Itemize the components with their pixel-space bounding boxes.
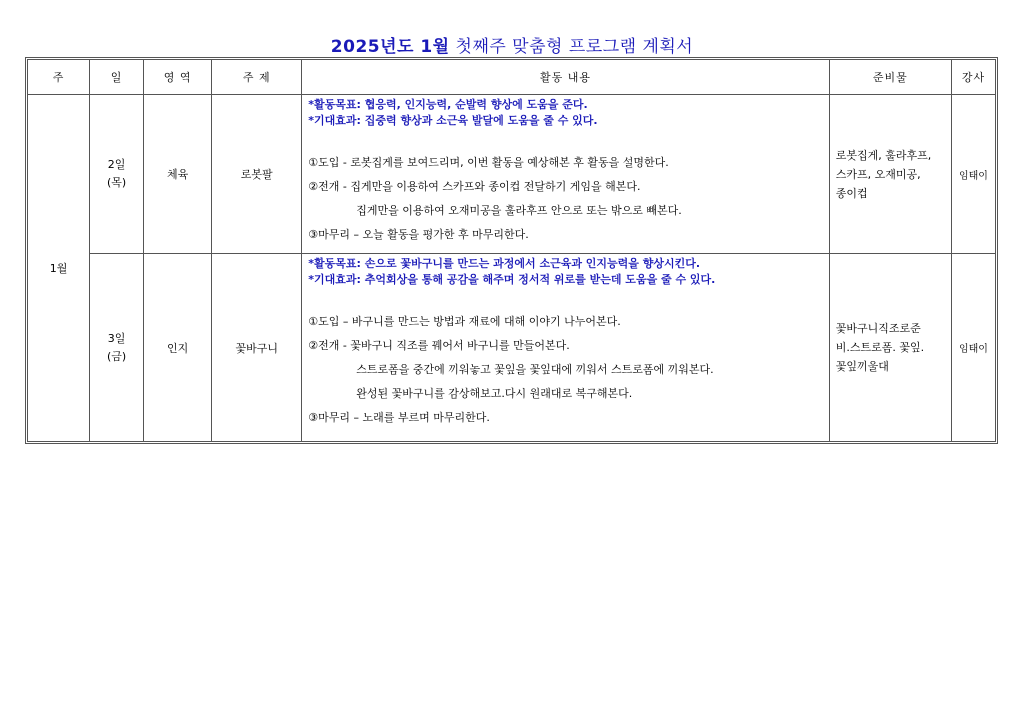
teacher-cell: 임태이: [951, 95, 995, 254]
header-theme: 주 제: [212, 60, 302, 95]
plan-table-frame: [25, 57, 998, 444]
week-cell: 1월: [28, 95, 90, 442]
activity-content: [302, 95, 830, 254]
expected-effect: *기대효과: 집중력 향상과 소근육 발달에 도움을 줄 수 있다.: [308, 114, 598, 128]
table-row: [28, 254, 996, 442]
step-develop-detail: 집게만을 이용하여 오재미공을 훌라후프 안으로 또는 밖으로 빼본다.: [356, 204, 682, 218]
header-teacher: 강사: [951, 60, 995, 95]
activity-content: [302, 254, 830, 442]
theme-cell: 로봇팔: [212, 95, 302, 254]
area-cell: 체육: [144, 95, 212, 254]
table-row: [28, 95, 996, 254]
date-cell: [90, 254, 144, 442]
header-week: 주: [28, 60, 90, 95]
title-year-month: 2025년도 1월: [330, 37, 450, 57]
page-title: [0, 32, 1024, 57]
header-materials: 준비물: [829, 60, 951, 95]
expected-effect: *기대효과: 추억회상을 통해 공감을 해주며 정서적 위로를 받는데 도움을 줄 수 있다.: [308, 273, 716, 286]
materials-cell: [829, 254, 951, 442]
step-finish: ③마무리 – 노래를 부르며 마무리한다.: [308, 411, 490, 424]
date-day: 3일: [107, 331, 126, 345]
header-row: [28, 60, 996, 95]
materials-line: 스카프, 오재미공,: [835, 167, 921, 181]
teacher-cell: 임태이: [951, 254, 995, 442]
materials-line: 종이컵: [835, 186, 868, 200]
theme-cell: 꽃바구니: [212, 254, 302, 442]
header-day: 일: [90, 60, 144, 95]
step-intro: ①도입 - 로봇집게를 보여드리며, 이번 활동을 예상해본 후 활동을 설명한다.: [308, 156, 669, 170]
step-develop-detail: 완성된 꽃바구니를 감상해보고.다시 원래대로 복구해본다.: [356, 387, 633, 400]
step-develop-detail: 스트로폼을 중간에 끼워놓고 꽃잎을 꽃잎대에 끼워서 스트로폼에 끼워본다.: [356, 363, 714, 376]
header-content: 활동 내용: [302, 60, 830, 95]
step-develop: ②전개 - 꽃바구니 직조를 꿰어서 바구니를 만들어본다.: [308, 339, 570, 352]
materials-cell: [829, 95, 951, 254]
date-weekday: (목): [106, 176, 127, 190]
plan-table: [27, 59, 996, 442]
materials-line: 비.스트로폼. 꽃잎.: [835, 341, 925, 354]
activity-goal: *활동목표: 협응력, 인지능력, 순발력 향상에 도움을 준다.: [308, 98, 588, 112]
step-finish: ③마무리 – 오늘 활동을 평가한 후 마무리한다.: [308, 228, 529, 242]
step-intro: ①도입 – 바구니를 만드는 방법과 재료에 대해 이야기 나누어본다.: [308, 315, 621, 328]
materials-line: 로봇집게, 훌라후프,: [835, 148, 932, 162]
header-area: 영 역: [144, 60, 212, 95]
date-weekday: (금): [106, 349, 127, 363]
title-program: 첫째주 맞춤형 프로그램 계획서: [455, 37, 694, 57]
materials-line: 꽃바구니직조로준: [835, 322, 921, 335]
date-cell: [90, 95, 144, 254]
activity-goal: *활동목표: 손으로 꽃바구니를 만드는 과정에서 소근육과 인지능력을 향상시킨다.: [308, 257, 701, 270]
date-day: 2일: [107, 158, 126, 172]
area-cell: 인지: [144, 254, 212, 442]
step-develop: ②전개 - 집게만을 이용하여 스카프와 종이컵 전달하기 게임을 해본다.: [308, 180, 641, 194]
materials-line: 꽃잎끼울대: [835, 360, 889, 373]
